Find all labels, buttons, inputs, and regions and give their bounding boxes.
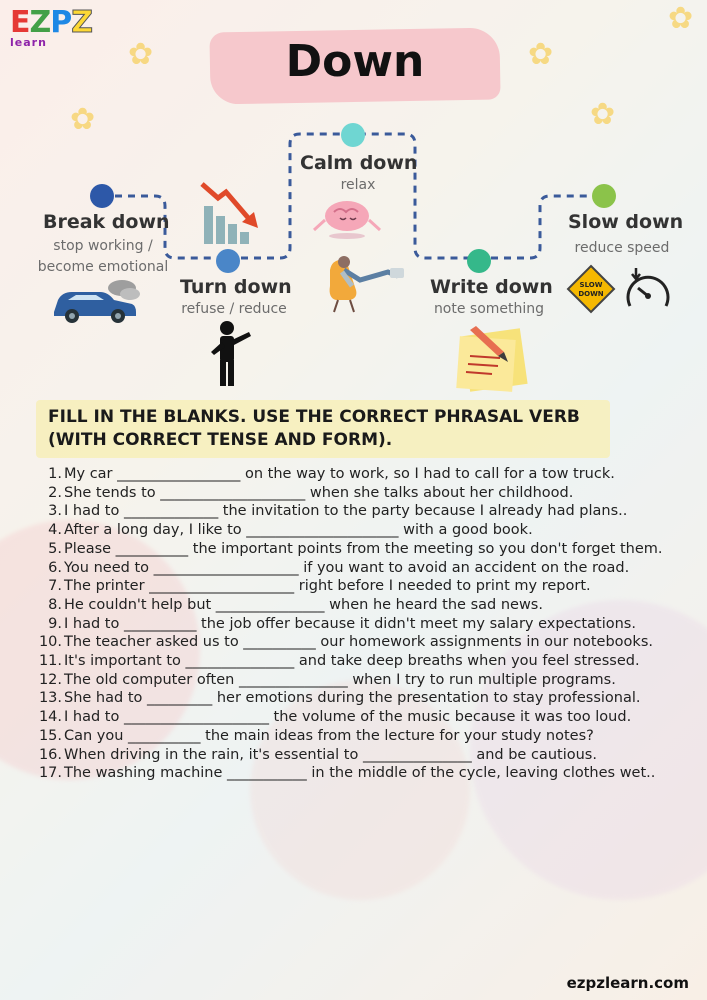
node-dot-turn-down [216,249,240,273]
question-item: 11. It's important to _______________ and take deep breaths when you feel stressed. [38,653,640,670]
node-sub-break-down: stop working / become emotional [37,238,169,275]
question-item: 10. The teacher asked us to __________ our homework assignments in our notebooks. [38,634,653,651]
refuse-gesture-icon [205,318,253,388]
node-label-slow-down: Slow down [568,211,684,233]
node-label-write-down: Write down [430,276,553,298]
question-item: 13. She had to _________ her emotions during the presentation to stay professional. [38,690,641,707]
question-item: 16. When driving in the rain, it's essential to _______________ and be cautious. [38,746,597,763]
question-item: 1. My car _________________ on the way to work, so I had to call for a tow truck. [48,466,615,482]
flower-icon: ✿ [590,97,616,132]
question-item: 7. The printer ____________________ right before I needed to print my report. [48,578,591,595]
question-item: 12. The old computer often _______________ when I try to run multiple programs. [38,671,616,688]
node-sub-write-down: note something [433,301,545,317]
flower-icon: ✿ [668,1,694,36]
node-dot-calm-down [341,123,365,147]
question-list [34,465,664,783]
page-title: Down [285,36,425,87]
broken-car-icon [50,278,140,326]
node-label-turn-down: Turn down [180,276,292,298]
writing-note-icon [452,322,530,394]
flower-icon: ✿ [128,37,154,72]
person-in-chair-icon [326,250,408,314]
flower-icon: ✿ [70,102,96,137]
slow-down-sign-icon [566,264,616,314]
node-label-break-down: Break down [43,211,170,233]
question-item: 6. You need to ____________________ if you want to avoid an accident on the road. [48,559,630,576]
node-sub-calm-down: relax [340,177,376,193]
question-item: 17. The washing machine ___________ in the middle of the cycle, leaving clothes wet.. [38,765,656,782]
ezpz-logo: EZPZ learn [10,5,93,49]
node-sub-slow-down: reduce speed [574,240,670,256]
declining-chart-icon [198,176,264,246]
node-dot-slow-down [592,184,616,208]
question-item: 9. I had to __________ the job offer because it didn't meet my salary expectations. [48,615,636,632]
question-item: 14. I had to ____________________ the volume of the music because it was too loud. [38,709,632,726]
question-item: 5. Please __________ the important points from the meeting so you don't forget them. [48,540,663,557]
question-item: 15. Can you __________ the main ideas from the lecture for your study notes? [38,727,594,744]
question-item: 3. I had to _____________ the invitation to the party because I already had plans.. [48,503,628,520]
question-item: 4. After a long day, I like to _____________________ with a good book. [48,522,533,539]
instructions: FILL IN THE BLANKS. USE THE CORRECT PHRASAL VERB (WITH CORRECT TENSE AND FORM). [48,407,580,450]
flower-icon: ✿ [528,37,554,72]
question-item: 8. He couldn't help but _______________ when he heard the sad news. [48,596,543,613]
node-label-calm-down: Calm down [300,152,418,174]
speedometer-icon [622,266,674,314]
node-dot-break-down [90,184,114,208]
site-url: ezpzlearn.com [566,974,689,992]
svg-text:DOWN: DOWN [578,290,604,298]
node-dot-write-down [467,249,491,273]
svg-text:SLOW: SLOW [579,281,603,289]
relaxed-brain-icon [312,196,382,240]
node-sub-turn-down: refuse / reduce [181,301,287,317]
question-item: 2. She tends to ____________________ when she talks about her childhood. [48,484,574,501]
